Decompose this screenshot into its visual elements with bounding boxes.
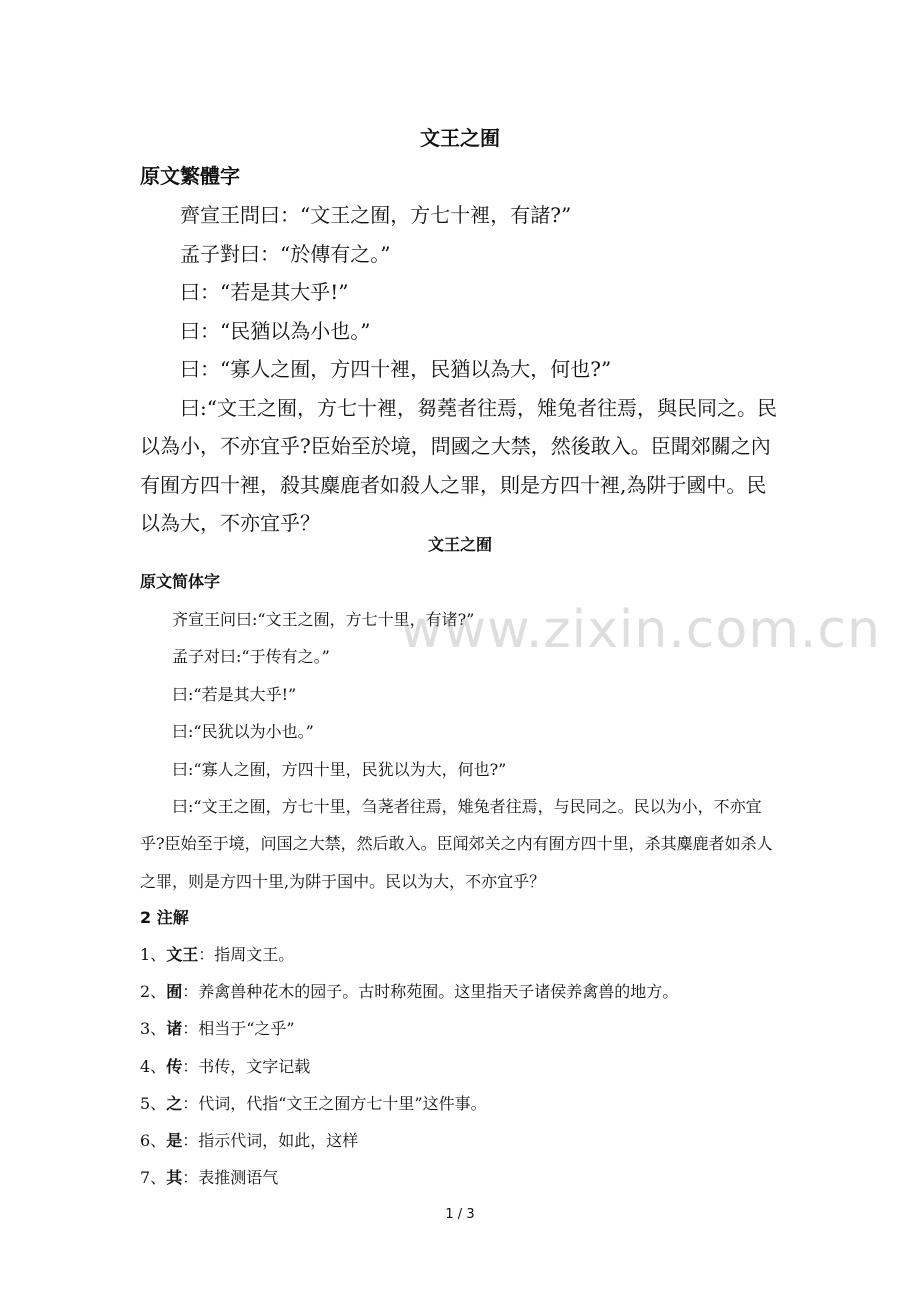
note-item	[140, 973, 780, 1010]
note-number: 7、	[140, 1168, 167, 1188]
traditional-text	[140, 196, 780, 543]
note-number: 5、	[140, 1093, 167, 1113]
paragraph: 孟子对曰:“于传有之。”	[172, 647, 330, 667]
note-text: ：指示代词，如此，这样	[182, 1131, 359, 1151]
note-term: 之	[166, 1093, 183, 1113]
paragraph: 曰：“若是其大乎!”	[180, 280, 349, 304]
paragraph: 曰:“寡人之囿，方四十里，民犹以为大，何也?”	[172, 759, 507, 779]
section-heading-notes: 2 注解	[140, 908, 189, 927]
note-number: 4、	[140, 1056, 167, 1076]
note-term: 文王	[166, 945, 199, 964]
paragraph: 曰:“文王之囿，方七十裡，芻蕘者往焉，雉兔者往焉，與民同之。民以為小，不亦宜乎?臣始至於境，問國之大禁，然後敢入。臣聞郊關之內有囿方四十裡，殺其麋鹿者如殺人之罪，則是方四十裡,為阱于國中。民以為大，不亦宜乎？	[140, 395, 777, 535]
note-item	[140, 1159, 780, 1196]
note-item	[140, 1010, 780, 1047]
note-item	[140, 936, 780, 973]
title-traditional: 文王之囿	[420, 126, 500, 150]
note-text: ：表推测语气	[182, 1168, 279, 1188]
note-item	[140, 1048, 780, 1085]
paragraph: 曰：“寡人之囿，方四十裡，民猶以為大，何也?”	[180, 357, 612, 381]
paragraph: 孟子對曰：“於傳有之。”	[180, 241, 391, 266]
note-number: 1、	[140, 945, 167, 964]
page-number: 1 / 3	[445, 1207, 475, 1222]
note-text: ：代词，代指“文王之囿方七十里”这件事。	[182, 1093, 487, 1113]
note-text: ：指周文王。	[198, 945, 295, 964]
note-text: ：书传，文字记载	[182, 1056, 311, 1076]
paragraph: 曰:“若是其大乎!”	[172, 684, 297, 704]
notes-list	[140, 936, 780, 1196]
note-number: 3、	[140, 1019, 167, 1039]
note-item	[140, 1122, 780, 1159]
note-term: 传	[166, 1056, 183, 1076]
paragraph: 曰:“文王之囿，方七十里，刍荛者往焉，雉兔者往焉，与民同之。民以为小，不亦宜乎?臣始至于境，问国之大禁，然后敢入。臣闻郊关之内有囿方四十里，杀其麋鹿者如杀人之罪，则是方四十里,为阱于国中。民以为大，不亦宜乎？	[140, 797, 773, 891]
section-heading-simplified: 原文简体字	[140, 572, 221, 591]
note-text: ：相当于“之乎”	[182, 1019, 295, 1039]
note-number: 2、	[140, 982, 167, 1002]
paragraph: 曰：“民猶以為小也。”	[180, 318, 371, 343]
note-term: 其	[166, 1168, 183, 1188]
paragraph: 齐宣王问曰:“文王之囿，方七十里，有诸?”	[172, 610, 475, 629]
note-item	[140, 1085, 780, 1122]
note-term: 囿	[166, 982, 183, 1002]
paragraph: 齊宣王問曰：“文王之囿，方七十裡，有諸?”	[180, 203, 572, 227]
watermark: www.zixin.com.cn	[400, 600, 881, 660]
note-term: 是	[166, 1131, 183, 1151]
note-term: 诸	[166, 1019, 183, 1039]
note-text: ：养禽兽种花木的园子。古时称苑囿。这里指天子诸侯养禽兽的地方。	[182, 982, 679, 1002]
paragraph: 曰:“民犹以为小也。”	[172, 722, 314, 742]
title-simplified: 文王之囿	[427, 535, 492, 554]
note-number: 6、	[140, 1131, 167, 1151]
section-heading-traditional: 原文繁體字	[140, 164, 240, 188]
